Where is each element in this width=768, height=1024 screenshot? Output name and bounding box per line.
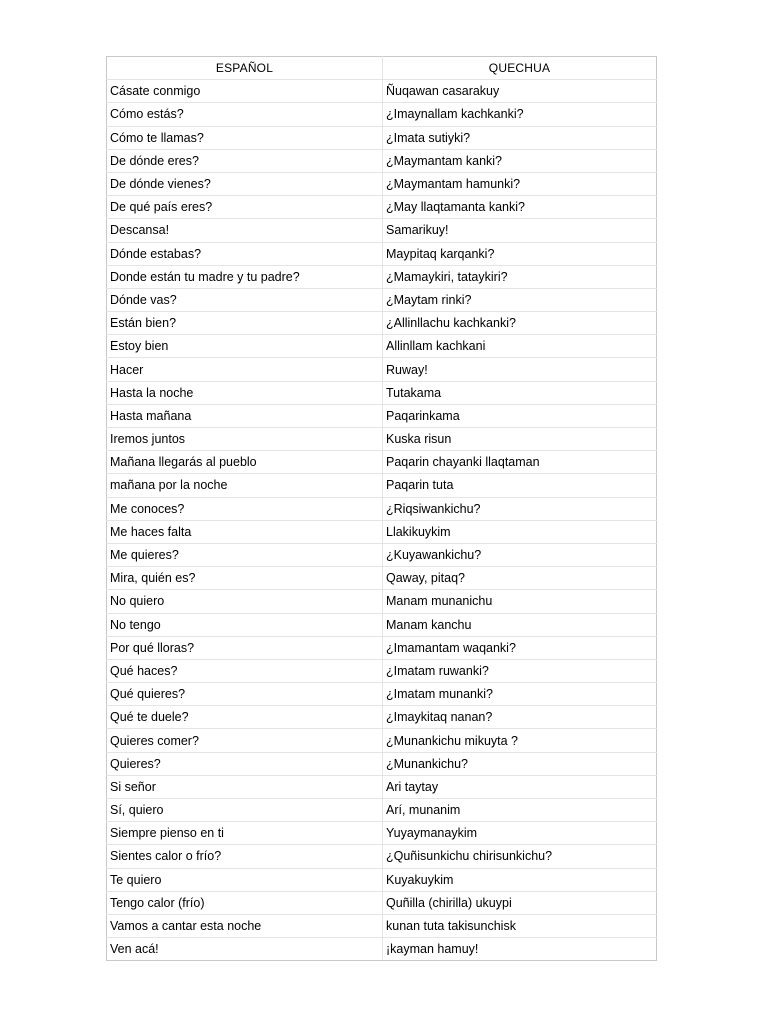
table-row — [107, 659, 657, 682]
cell-espanol: Me haces falta — [107, 520, 383, 543]
cell-quechua: ¿Imatam ruwanki? — [383, 659, 657, 682]
cell-quechua: ¿Imaykitaq nanan? — [383, 706, 657, 729]
cell-quechua: ¿Maymantam hamunki? — [383, 172, 657, 195]
cell-quechua: ¿Imata sutiyki? — [383, 126, 657, 149]
cell-quechua: Tutakama — [383, 381, 657, 404]
table-row — [107, 520, 657, 543]
cell-espanol: Sí, quiero — [107, 799, 383, 822]
table-row — [107, 752, 657, 775]
table-row — [107, 265, 657, 288]
table-row — [107, 149, 657, 172]
cell-espanol: Qué haces? — [107, 659, 383, 682]
cell-quechua: Paqarin tuta — [383, 474, 657, 497]
cell-espanol: Cómo estás? — [107, 103, 383, 126]
table-row — [107, 590, 657, 613]
cell-quechua: Ari taytay — [383, 775, 657, 798]
cell-espanol: Hacer — [107, 358, 383, 381]
table-row — [107, 451, 657, 474]
cell-quechua: ¿Mamaykiri, tataykiri? — [383, 265, 657, 288]
table-row — [107, 172, 657, 195]
cell-espanol: Qué quieres? — [107, 683, 383, 706]
cell-espanol: Si señor — [107, 775, 383, 798]
cell-quechua: Qaway, pitaq? — [383, 567, 657, 590]
table-row — [107, 845, 657, 868]
cell-espanol: Quieres comer? — [107, 729, 383, 752]
table-row — [107, 312, 657, 335]
cell-quechua: ¿Quñisunkichu chirisunkichu? — [383, 845, 657, 868]
table-row — [107, 103, 657, 126]
header-quechua: QUECHUA — [383, 57, 657, 80]
cell-espanol: Estoy bien — [107, 335, 383, 358]
cell-quechua: Paqarin chayanki llaqtaman — [383, 451, 657, 474]
cell-quechua: Maypitaq karqanki? — [383, 242, 657, 265]
cell-quechua: Yuyaymanaykim — [383, 822, 657, 845]
cell-espanol: De dónde eres? — [107, 149, 383, 172]
cell-quechua: kunan tuta takisunchisk — [383, 914, 657, 937]
table-row — [107, 938, 657, 961]
table-row — [107, 822, 657, 845]
cell-espanol: Descansa! — [107, 219, 383, 242]
cell-espanol: Mañana llegarás al pueblo — [107, 451, 383, 474]
cell-quechua: ¿May llaqtamanta kanki? — [383, 196, 657, 219]
table-body — [107, 80, 657, 961]
cell-espanol: Qué te duele? — [107, 706, 383, 729]
cell-quechua: ¿Imaynallam kachkanki? — [383, 103, 657, 126]
cell-espanol: Están bien? — [107, 312, 383, 335]
table-row — [107, 196, 657, 219]
cell-espanol: Donde están tu madre y tu padre? — [107, 265, 383, 288]
cell-espanol: De qué país eres? — [107, 196, 383, 219]
cell-espanol: Siempre pienso en ti — [107, 822, 383, 845]
cell-espanol: Por qué lloras? — [107, 636, 383, 659]
cell-espanol: Cásate conmigo — [107, 80, 383, 103]
table-row — [107, 683, 657, 706]
cell-quechua: ¿Imamantam waqanki? — [383, 636, 657, 659]
cell-espanol: Dónde estabas? — [107, 242, 383, 265]
cell-quechua: ¿Allinllachu kachkanki? — [383, 312, 657, 335]
cell-espanol: Tengo calor (frío) — [107, 891, 383, 914]
cell-espanol: Iremos juntos — [107, 428, 383, 451]
cell-quechua: Arí, munanim — [383, 799, 657, 822]
table-row — [107, 428, 657, 451]
cell-quechua: ¿Imatam munanki? — [383, 683, 657, 706]
cell-quechua: Paqarinkama — [383, 404, 657, 427]
table-row — [107, 126, 657, 149]
cell-espanol: No quiero — [107, 590, 383, 613]
phrase-table — [106, 56, 657, 961]
header-row — [107, 57, 657, 80]
table-row — [107, 543, 657, 566]
table-row — [107, 891, 657, 914]
table-row — [107, 613, 657, 636]
table-row — [107, 381, 657, 404]
cell-quechua: ¿Munankichu mikuyta ? — [383, 729, 657, 752]
cell-quechua: Allinllam kachkani — [383, 335, 657, 358]
cell-espanol: Quieres? — [107, 752, 383, 775]
table-row — [107, 636, 657, 659]
cell-espanol: Ven acá! — [107, 938, 383, 961]
table-row — [107, 474, 657, 497]
cell-espanol: Sientes calor o frío? — [107, 845, 383, 868]
cell-espanol: Cómo te llamas? — [107, 126, 383, 149]
cell-espanol: Me quieres? — [107, 543, 383, 566]
table-row — [107, 335, 657, 358]
table-row — [107, 799, 657, 822]
cell-espanol: Vamos a cantar esta noche — [107, 914, 383, 937]
cell-espanol: Te quiero — [107, 868, 383, 891]
cell-espanol: mañana por la noche — [107, 474, 383, 497]
cell-quechua: ¿Munankichu? — [383, 752, 657, 775]
table-row — [107, 497, 657, 520]
cell-quechua: ¿Maymantam kanki? — [383, 149, 657, 172]
cell-quechua: Quñilla (chirilla) ukuypi — [383, 891, 657, 914]
header-espanol: ESPAÑOL — [107, 57, 383, 80]
cell-espanol: Me conoces? — [107, 497, 383, 520]
table-row — [107, 729, 657, 752]
table-row — [107, 706, 657, 729]
cell-espanol: Dónde vas? — [107, 288, 383, 311]
table-row — [107, 288, 657, 311]
table-row — [107, 242, 657, 265]
cell-quechua: Ñuqawan casarakuy — [383, 80, 657, 103]
table-row — [107, 914, 657, 937]
cell-espanol: De dónde vienes? — [107, 172, 383, 195]
table-row — [107, 567, 657, 590]
cell-quechua: Manam munanichu — [383, 590, 657, 613]
cell-quechua: ¡kayman hamuy! — [383, 938, 657, 961]
cell-quechua: ¿Kuyawankichu? — [383, 543, 657, 566]
cell-espanol: Mira, quién es? — [107, 567, 383, 590]
cell-quechua: ¿Riqsiwankichu? — [383, 497, 657, 520]
table-row — [107, 775, 657, 798]
cell-espanol: No tengo — [107, 613, 383, 636]
cell-quechua: Kuyakuykim — [383, 868, 657, 891]
table-row — [107, 219, 657, 242]
cell-quechua: Manam kanchu — [383, 613, 657, 636]
cell-quechua: Samarikuy! — [383, 219, 657, 242]
table-row — [107, 80, 657, 103]
cell-espanol: Hasta la noche — [107, 381, 383, 404]
cell-quechua: Kuska risun — [383, 428, 657, 451]
table-row — [107, 404, 657, 427]
cell-espanol: Hasta mañana — [107, 404, 383, 427]
table-row — [107, 868, 657, 891]
cell-quechua: ¿Maytam rinki? — [383, 288, 657, 311]
cell-quechua: Llakikuykim — [383, 520, 657, 543]
cell-quechua: Ruway! — [383, 358, 657, 381]
table-row — [107, 358, 657, 381]
